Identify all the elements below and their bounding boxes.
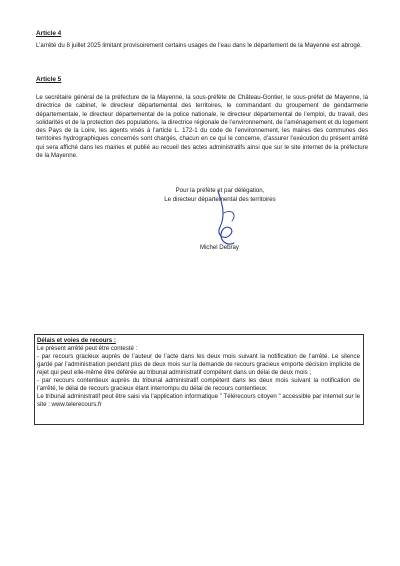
article-4-text: L’arrêté du 8 juillet 2025 limitant provisoirement certains usages de l’eau dans le département de la Mayenne est abrogé.: [36, 42, 362, 49]
article-4-heading: Article 4: [36, 30, 62, 37]
recours-line: Le tribunal administratif peut être saisi via l’application informatique " Télérecours citoyen " accessible par internet sur le site : www.telerecours.fr: [37, 393, 360, 408]
recours-line: Le présent arrêté peut être contesté :: [37, 345, 138, 352]
recours-line: - par recours contentieux auprès du tribunal administratif compétent dans les deux mois suivant la notification de l’arrêté, le délai de recours gracieux étant interrompu du délai de recours contentieux.: [37, 377, 360, 392]
signatory-name: Michel Debray: [200, 244, 239, 251]
signature-title-line: Le directeur départemental des territoires: [164, 196, 276, 203]
recours-title: Délais et voies de recours :: [37, 337, 116, 344]
recours-line: - par recours gracieux auprès de l’auteur de l’acte dans les deux mois suivant la notification de l’arrêté. Le silence gardé par l’administration pendant plus de deux mois sur la demande de recours gracieux emporte décision implicite de rejet qui peut elle-même être déférée au tribunal administratif compétent dans un délai de deux mois ;: [37, 353, 360, 376]
article-5-heading: Article 5: [36, 76, 62, 83]
recours-box: [34, 334, 364, 425]
article-5-text: Le secrétaire général de la préfecture de la Mayenne, la sous-préfète de Château-Gontier, le sous-préfet de Mayenne, la directrice de cabinet, le directeur départemental des territoires, le commandant du groupement de gendarmerie départementale, le directeur départemental de la police nationale, le directeur départemental de l’emploi, du travail, des solidarités et de la protection des populations, la directrice régionale de l’environnement, de l’aménagement et du logement des Pays de la Loire, les agents visés à l’article L. 172-1 du code de l’environnement, les maires des communes des territoires hydrographiques concernés sont chargés, chacun en ce qui le concerne, d’assurer l’exécution du présent arrêté qui sera affiché dans les mairies et publié au recueil des actes administratifs ainsi que sur le site internet de la préfecture de la Mayenne.: [36, 94, 368, 159]
signature-delegation-line: Pour la préfète et par délégation,: [175, 187, 265, 194]
